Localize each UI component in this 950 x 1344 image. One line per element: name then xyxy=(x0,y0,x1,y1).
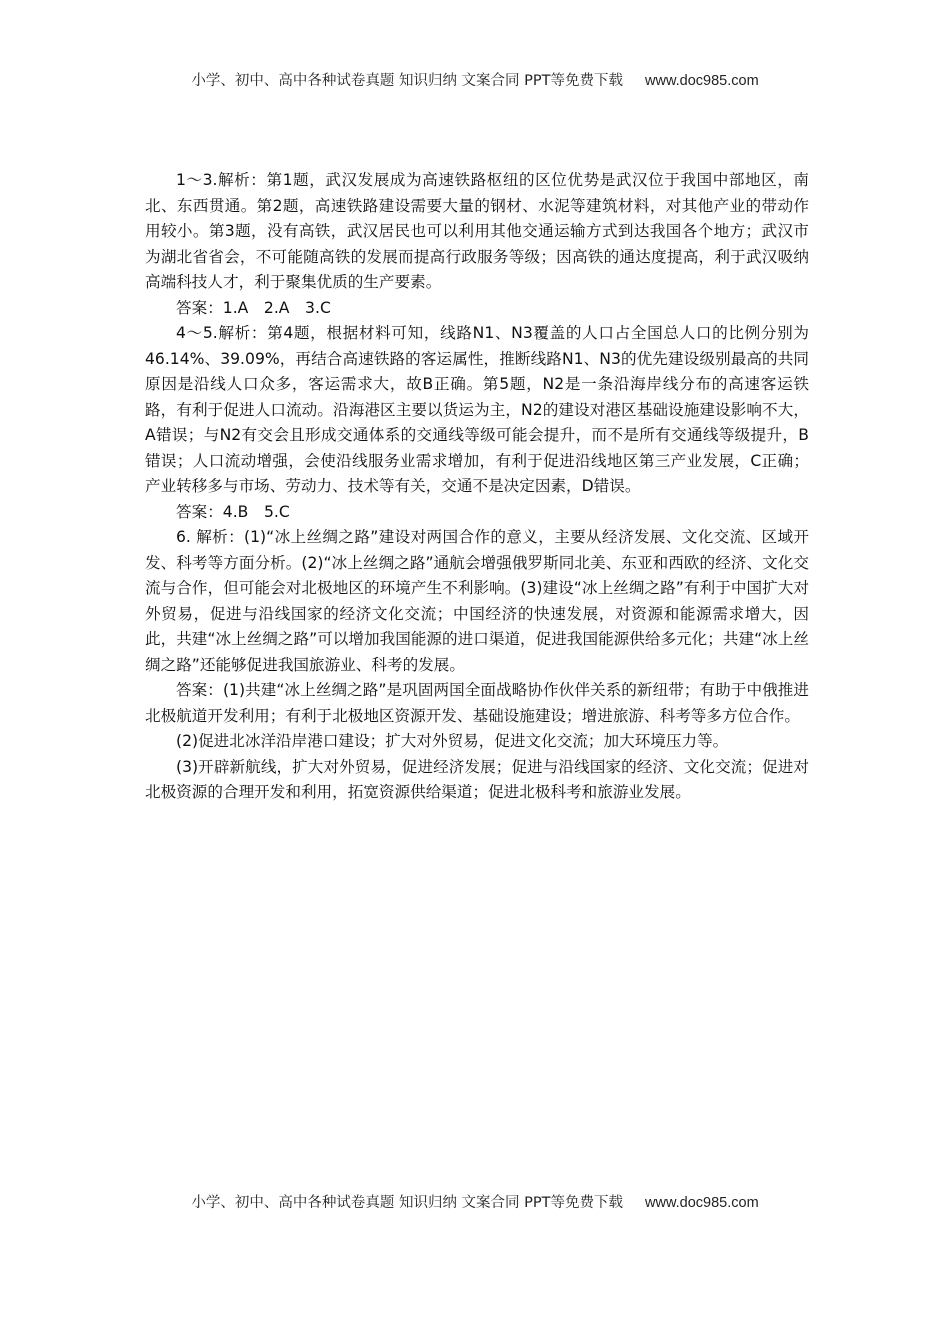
footer-url: www.doc985.com xyxy=(645,1195,759,1211)
header-url: www.doc985.com xyxy=(645,73,759,89)
header-text: 小学、初中、高中各种试卷真题 知识归纳 文案合同 PPT等免费下载 xyxy=(191,73,624,89)
paragraph-answer-6-2: (2)促进北冰洋沿岸港口建设；扩大对外贸易，促进文化交流；加大环境压力等。 xyxy=(176,732,729,750)
page-header xyxy=(0,69,950,90)
paragraph-answer-6-3: (3)开辟新航线，扩大对外贸易，促进经济发展；促进与沿线国家的经济、文化交流；促进对北极资源的合理开发和利用，拓宽资源供给渠道；促进北极科考和旅游业发展。 xyxy=(145,757,809,801)
paragraph-analysis-6: 6. 解析：(1)“冰上丝绸之路”建设对两国合作的意义，主要从经济发展、文化交流、区域开发、科考等方面分析。(2)“冰上丝绸之路”通航会增强俄罗斯同北美、东亚和西欧的经济、文化交流与合作，但可能会对北极地区的环境产生不利影响。(3)建设“冰上丝绸之路”有利于中国扩大对外贸易，促进与沿线国家的经济文化交流；中国经济的快速发展，对资源和能源需求增大，因此，共建“冰上丝绸之路”可以增加我国能源的进口渠道，促进我国能源供给多元化；共建“冰上丝绸之路”还能够促进我国旅游业、科考的发展。 xyxy=(145,528,809,674)
paragraph-answer-1-3: 答案：1.A 2.A 3.C xyxy=(176,298,331,317)
footer-text: 小学、初中、高中各种试卷真题 知识归纳 文案合同 PPT等免费下载 xyxy=(191,1195,624,1211)
paragraph-analysis-4-5: 4～5.解析：第4题，根据材料可知，线路N1、N3覆盖的人口占全国总人口的比例分别为46.14%、39.09%，再结合高速铁路的客运属性，推断线路N1、N3的优先建设级别最高的共同原因是沿线人口众多，客运需求大，故B正确。第5题，N2是一条沿海岸线分布的高速客运铁路，有利于促进人口流动。沿海港区主要以货运为主，N2的建设对港区基础设施建设影响不大，A错误；与N2有交会且形成交通体系的交通线等级可能会提升，而不是所有交通线等级提升，B错误；人口流动增强，会使沿线服务业需求增加，有利于促进沿线地区第三产业发展，C正确；产业转移多与市场、劳动力、技术等有关，交通不是决定因素，D错误。 xyxy=(145,324,809,495)
document-body xyxy=(145,168,809,806)
paragraph-answer-4-5: 答案：4.B 5.C xyxy=(176,502,290,521)
paragraph-answer-6-1: 答案：(1)共建“冰上丝绸之路”是巩固两国全面战略协作伙伴关系的新纽带；有助于中俄推进北极航道开发利用；有利于北极地区资源开发、基础设施建设；增进旅游、科考等多方位合作。 xyxy=(145,681,809,725)
page-footer xyxy=(0,1191,950,1212)
paragraph-analysis-1-3: 1～3.解析：第1题，武汉发展成为高速铁路枢纽的区位优势是武汉位于我国中部地区，南北、东西贯通。第2题，高速铁路建设需要大量的钢材、水泥等建筑材料，对其他产业的带动作用较小。第3题，没有高铁，武汉居民也可以利用其他交通运输方式到达我国各个地方；武汉市为湖北省省会，不可能随高铁的发展而提高行政服务等级；因高铁的通达度提高，利于武汉吸纳高端科技人才，利于聚集优质的生产要素。 xyxy=(145,171,809,291)
